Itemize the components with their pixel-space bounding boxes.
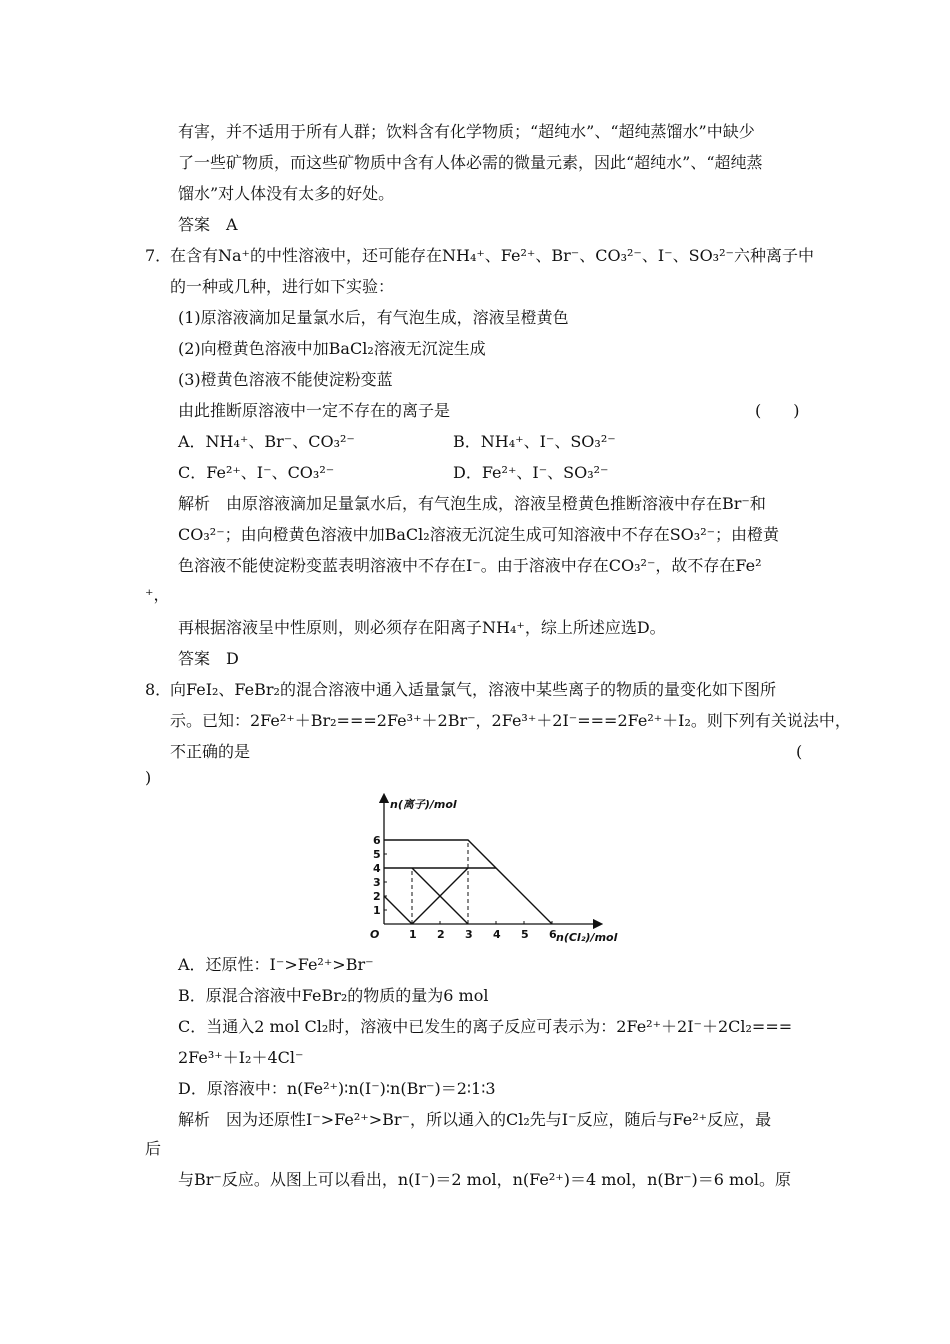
- x-tick-label-3: 3: [465, 928, 473, 941]
- origin-label: O: [370, 928, 380, 941]
- y-tick-label-1: 1: [373, 904, 381, 917]
- y-axis-label: n(离子)/mol: [390, 798, 457, 811]
- q8-explanation-2: 后: [145, 1139, 162, 1158]
- q8-option-b: B．原混合溶液中FeBr₂的物质的量为6 mol: [178, 986, 489, 1005]
- q7-experiment-3: (3)橙黄色溶液不能使淀粉变蓝: [178, 370, 393, 389]
- q7-experiment-2: (2)向橙黄色溶液中加BaCl₂溶液无沉淀生成: [178, 339, 486, 358]
- q8-option-a: A．还原性：I⁻>Fe²⁺>Br⁻: [178, 955, 374, 974]
- q7-explanation-4: ⁺，: [145, 585, 170, 604]
- q7-explanation-3: 色溶液不能使淀粉变蓝表明溶液中不存在I⁻。由于溶液中存在CO₃²⁻，故不存在Fe²: [178, 556, 762, 575]
- ion-amount-chart: [362, 792, 622, 952]
- x-tick-label-5: 5: [521, 928, 529, 941]
- q7-stem-2: 的一种或几种，进行如下实验：: [170, 277, 395, 296]
- intro-line-2: 了一些矿物质，而这些矿物质中含有人体必需的微量元素，因此“超纯水”、“超纯蒸: [178, 153, 763, 172]
- x-tick-label-6: 6: [549, 928, 557, 941]
- q7-question: 由此推断原溶液中一定不存在的离子是: [178, 401, 451, 420]
- q8-explanation-1: 解析 因为还原性I⁻>Fe²⁺>Br⁻，所以通入的Cl₂先与I⁻反应，随后与Fe²⁺反应，最: [178, 1110, 772, 1129]
- q7-explanation-1: 解析 由原溶液滴加足量氯水后，有气泡生成，溶液呈橙黄色推断溶液中存在Br⁻和: [178, 494, 766, 513]
- q8-explanation-3: 与Br⁻反应。从图上可以看出，n(I⁻)＝2 mol，n(Fe²⁺)＝4 mol，n(Br⁻)＝6 mol。原: [178, 1170, 791, 1189]
- q7-explanation-2: CO₃²⁻；由向橙黄色溶液中加BaCl₂溶液无沉淀生成可知溶液中不存在SO₃²⁻；由橙黄: [178, 525, 780, 544]
- q7-option-a: A．NH₄⁺、Br⁻、CO₃²⁻: [178, 432, 355, 451]
- x-tick-label-4: 4: [493, 928, 501, 941]
- q7-answer-paren: ( ): [755, 401, 800, 420]
- q8-stem-1: 向FeI₂、FeBr₂的混合溶液中通入适量氯气，溶液中某些离子的物质的量变化如下图所: [170, 680, 776, 699]
- y-tick-label-2: 2: [373, 890, 381, 903]
- x-tick-label-2: 2: [437, 928, 445, 941]
- q8-stem-2: 示。已知：2Fe²⁺＋Br₂===2Fe³⁺＋2Br⁻，2Fe³⁺＋2I⁻===2Fe²⁺＋I₂。则下列有关说法中，: [170, 711, 851, 730]
- q7-option-b: B．NH₄⁺、I⁻、SO₃²⁻: [453, 432, 616, 451]
- intro-line-3: 馏水”对人体没有太多的好处。: [178, 184, 395, 203]
- y-tick-label-3: 3: [373, 876, 381, 889]
- q8-paren-open: (: [796, 742, 803, 761]
- y-tick-label-5: 5: [373, 848, 381, 861]
- x-tick-label-1: 1: [409, 928, 417, 941]
- q7-explanation-5: 再根据溶液呈中性原则，则必须存在阳离子NH₄⁺，综上所述应选D。: [178, 618, 666, 637]
- y-tick-label-6: 6: [373, 834, 381, 847]
- q7-option-d: D．Fe²⁺、I⁻、SO₃²⁻: [453, 463, 609, 482]
- q8-paren-close: ): [145, 768, 152, 787]
- q7-answer: 答案 D: [178, 649, 239, 668]
- intro-line-1: 有害，并不适用于所有人群；饮料含有化学物质；“超纯水”、“超纯蒸馏水”中缺少: [178, 122, 755, 141]
- q7-stem-1: 在含有Na⁺的中性溶液中，还可能存在NH₄⁺、Fe²⁺、Br⁻、CO₃²⁻、I⁻、SO₃²⁻六种离子中: [170, 246, 814, 265]
- series-line-0: [384, 896, 412, 924]
- q7-number: 7．: [145, 246, 172, 265]
- q8-number: 8．: [145, 680, 172, 699]
- q7-option-c: C．Fe²⁺、I⁻、CO₃²⁻: [178, 463, 335, 482]
- q8-option-d: D．原溶液中：n(Fe²⁺)∶n(I⁻)∶n(Br⁻)＝2∶1∶3: [178, 1079, 496, 1098]
- q8-stem-3: 不正确的是: [170, 742, 251, 761]
- q8-option-c-1: C．当通入2 mol Cl₂时，溶液中已发生的离子反应可表示为：2Fe²⁺＋2I⁻＋2Cl₂===: [178, 1017, 793, 1036]
- x-axis-label: n(Cl₂)/mol: [556, 931, 618, 944]
- q8-option-c-2: 2Fe³⁺＋I₂＋4Cl⁻: [178, 1048, 304, 1067]
- intro-answer: 答案 A: [178, 215, 238, 234]
- y-tick-label-4: 4: [373, 862, 381, 875]
- q7-experiment-1: (1)原溶液滴加足量氯水后，有气泡生成，溶液呈橙黄色: [178, 308, 569, 327]
